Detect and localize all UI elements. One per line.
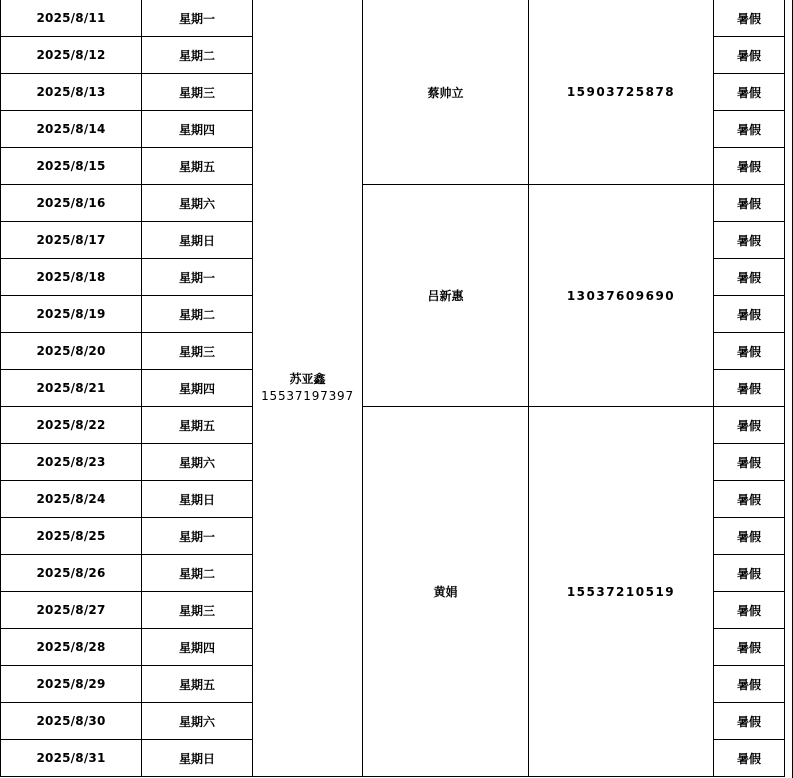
note-cell[interactable]: 暑假: [714, 740, 785, 777]
note-cell[interactable]: 暑假: [714, 592, 785, 629]
weekday-cell[interactable]: 星期五: [142, 407, 253, 444]
note-cell[interactable]: 暑假: [714, 222, 785, 259]
date-cell[interactable]: 2025/8/16: [1, 185, 142, 222]
note-cell[interactable]: 暑假: [714, 629, 785, 666]
note-cell[interactable]: 暑假: [714, 555, 785, 592]
date-cell[interactable]: 2025/8/19: [1, 296, 142, 333]
weekday-cell[interactable]: 星期日: [142, 740, 253, 777]
note-cell[interactable]: 暑假: [714, 333, 785, 370]
weekday-cell[interactable]: 星期四: [142, 629, 253, 666]
table-row: [1, 0, 785, 37]
weekday-cell[interactable]: 星期一: [142, 518, 253, 555]
weekday-cell[interactable]: 星期二: [142, 296, 253, 333]
weekday-cell[interactable]: 星期二: [142, 37, 253, 74]
weekday-cell[interactable]: 星期四: [142, 370, 253, 407]
date-cell[interactable]: 2025/8/13: [1, 74, 142, 111]
weekday-cell[interactable]: 星期四: [142, 111, 253, 148]
note-cell[interactable]: 暑假: [714, 703, 785, 740]
weekday-cell[interactable]: 星期一: [142, 0, 253, 37]
note-cell[interactable]: 暑假: [714, 370, 785, 407]
note-cell[interactable]: 暑假: [714, 37, 785, 74]
date-cell[interactable]: 2025/8/15: [1, 148, 142, 185]
date-cell[interactable]: 2025/8/18: [1, 259, 142, 296]
date-cell[interactable]: 2025/8/25: [1, 518, 142, 555]
weekday-cell[interactable]: 星期五: [142, 148, 253, 185]
supervisor-name: 苏亚鑫: [289, 372, 326, 386]
note-cell[interactable]: 暑假: [714, 518, 785, 555]
weekday-cell[interactable]: 星期三: [142, 333, 253, 370]
weekday-cell[interactable]: 星期一: [142, 259, 253, 296]
weekday-cell[interactable]: 星期六: [142, 444, 253, 481]
date-cell[interactable]: 2025/8/23: [1, 444, 142, 481]
date-cell[interactable]: 2025/8/29: [1, 666, 142, 703]
date-cell[interactable]: 2025/8/20: [1, 333, 142, 370]
date-cell[interactable]: 2025/8/26: [1, 555, 142, 592]
note-cell[interactable]: 暑假: [714, 0, 785, 37]
supervisor-phone: 15537197397: [261, 389, 354, 403]
date-cell[interactable]: 2025/8/31: [1, 740, 142, 777]
weekday-cell[interactable]: 星期五: [142, 666, 253, 703]
note-cell[interactable]: 暑假: [714, 111, 785, 148]
weekday-cell[interactable]: 星期六: [142, 703, 253, 740]
date-cell[interactable]: 2025/8/22: [1, 407, 142, 444]
supervisor-cell[interactable]: [253, 0, 363, 777]
note-cell[interactable]: 暑假: [714, 407, 785, 444]
note-cell[interactable]: 暑假: [714, 666, 785, 703]
note-cell[interactable]: 暑假: [714, 444, 785, 481]
note-cell[interactable]: 暑假: [714, 481, 785, 518]
table-row: [1, 185, 785, 222]
date-cell[interactable]: 2025/8/14: [1, 111, 142, 148]
date-cell[interactable]: 2025/8/28: [1, 629, 142, 666]
duty-name-cell[interactable]: 吕新惠: [363, 185, 529, 407]
duty-phone-cell[interactable]: 15537210519: [529, 407, 714, 777]
weekday-cell[interactable]: 星期三: [142, 74, 253, 111]
note-cell[interactable]: 暑假: [714, 74, 785, 111]
date-cell[interactable]: 2025/8/27: [1, 592, 142, 629]
date-cell[interactable]: 2025/8/17: [1, 222, 142, 259]
duty-phone-cell[interactable]: 13037609690: [529, 185, 714, 407]
date-cell[interactable]: 2025/8/21: [1, 370, 142, 407]
note-cell[interactable]: 暑假: [714, 185, 785, 222]
date-cell[interactable]: 2025/8/30: [1, 703, 142, 740]
weekday-cell[interactable]: 星期三: [142, 592, 253, 629]
duty-name-cell[interactable]: 蔡帅立: [363, 0, 529, 185]
weekday-cell[interactable]: 星期日: [142, 481, 253, 518]
duty-phone-cell[interactable]: 15903725878: [529, 0, 714, 185]
note-cell[interactable]: 暑假: [714, 259, 785, 296]
weekday-cell[interactable]: 星期日: [142, 222, 253, 259]
note-cell[interactable]: 暑假: [714, 148, 785, 185]
duty-name-cell[interactable]: 黄娟: [363, 407, 529, 777]
date-cell[interactable]: 2025/8/12: [1, 37, 142, 74]
note-cell[interactable]: 暑假: [714, 296, 785, 333]
weekday-cell[interactable]: 星期六: [142, 185, 253, 222]
weekday-cell[interactable]: 星期二: [142, 555, 253, 592]
date-cell[interactable]: 2025/8/11: [1, 0, 142, 37]
date-cell[interactable]: 2025/8/24: [1, 481, 142, 518]
table-row: [1, 407, 785, 444]
